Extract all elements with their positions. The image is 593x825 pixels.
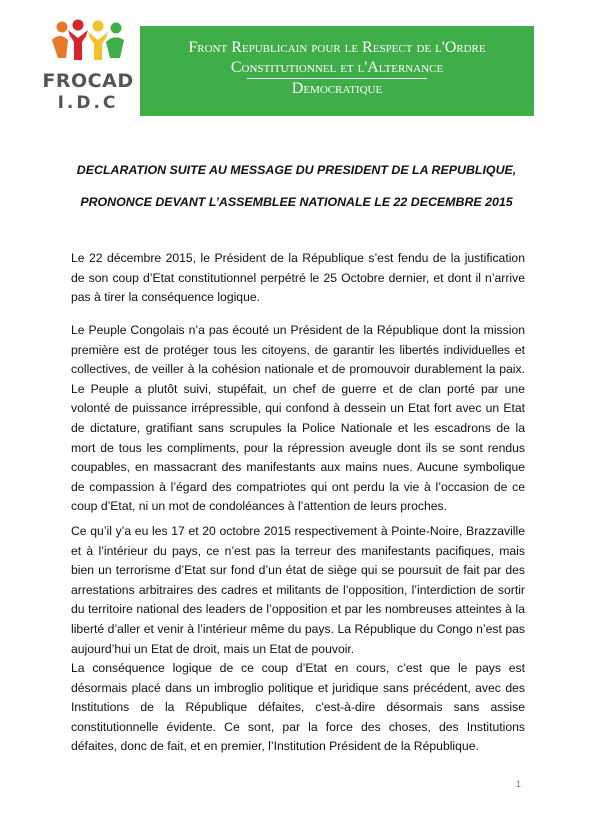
- banner-rule: [247, 78, 427, 79]
- banner-line-2: Constitutionnel et l'Alternance: [230, 59, 444, 76]
- organization-banner: [140, 26, 534, 116]
- people-emblem-icon: [48, 18, 128, 68]
- logo-name: FROCAD: [42, 70, 134, 92]
- page-number: 1: [516, 779, 522, 789]
- logo-subtitle: I.D.C: [57, 93, 119, 113]
- frocad-logo: [42, 18, 134, 116]
- paragraph-3: Ce qu’il y’a eu les 17 et 20 octobre 2015 respectivement à Pointe-Noire, Brazzaville et à l’intérieur du pays, ce n’est pas la terreur des manifestants pacifiques, mais bien un terrorisme d’Etat sur fond d’un état de siège qui se poursuit de fait par des arrestations arbitraires des cadres et militants de l’opposition, l’interdiction de sortir du territoire national des leaders de l’opposition et par les nombreuses atteintes à la liberté d’aller et venir à l’intérieur même du pays. La République du Congo n’est pas aujourd’hui un Etat de droit, mais un Etat de pouvoir.: [71, 524, 525, 656]
- paragraph-4: La conséquence logique de ce coup d’Etat en cours, c’est que le pays est désormais placé dans un imbroglio politique et juridique sans précédent, avec des Institutions de la République défaites, c'est-à-dire désormais sans assise constitutionnelle évidente. Ce sont, par la force des choses, des Institutions défaites, donc de fait, et en premier, l’Institution Président de la République.: [71, 661, 525, 754]
- banner-line-3: Democratique: [291, 80, 383, 97]
- declaration-title-line-1: DECLARATION SUITE AU MESSAGE DU PRESIDENT DE LA REPUBLIQUE,: [76, 163, 517, 177]
- paragraph-2: Le Peuple Congolais n’a pas écouté un Président de la République dont la mission première est de protéger tous les citoyens, de garantir les libertés individuelles et collectives, de veiller à la cohésion nationale et de promouvoir durablement la paix. Le Peuple a plutôt suivi, stupéfait, un chef de guerre et de clan porté par une volonté de puissance irrépressible, qui confond à dessein un Etat fort avec un Etat de dictature, gratifiant sans scrupules la Police Nationale et les escadrons de la mort de tous les compliments, pour la répression aveugle dont ils se sont rendus coupables, en massacrant des manifestants aux mains nues. Aucune symbolique de compassion à l’égard des compatriotes qui ont perdu la vie à l’occasion de ce coup d’Etat, ni un mot de condoléances à l’attention de leurs proches.: [71, 323, 525, 514]
- banner-line-1: Front Republicain pour le Respect de l'Ordre: [188, 39, 486, 56]
- paragraph-1: Le 22 décembre 2015, le Président de la République s’est fendu de la justification de son coup d’Etat constitutionnel perpétré le 25 Octobre dernier, et dont il n’arrive pas à tirer la conséquence logique.: [71, 251, 525, 305]
- declaration-title-line-2: PRONONCE DEVANT L’ASSEMBLEE NATIONALE LE 22 DECEMBRE 2015: [80, 195, 513, 209]
